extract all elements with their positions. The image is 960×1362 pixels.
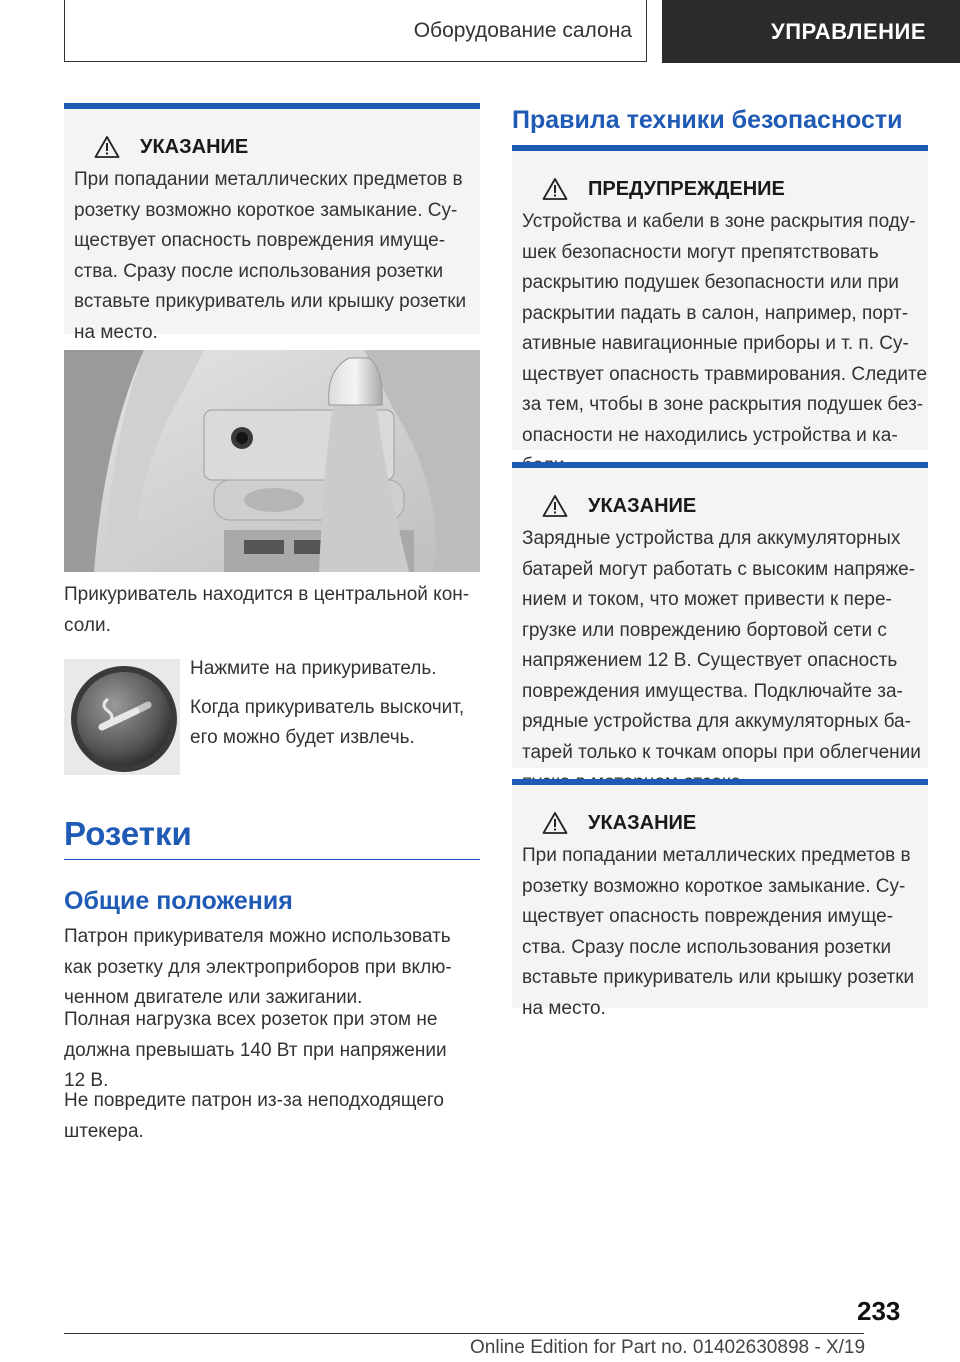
notice-title: УКАЗАНИЕ — [74, 131, 480, 163]
center-console-photo — [64, 350, 480, 572]
notice-box-metal — [512, 779, 928, 1019]
notice-title: УКАЗАНИЕ — [522, 807, 928, 839]
warning-title: ПРЕДУПРЕЖДЕНИЕ — [522, 173, 928, 205]
warning-triangle-icon — [542, 177, 568, 201]
header-section-title: Оборудование салона — [64, 0, 647, 62]
header-chapter-tab: УПРАВЛЕНИЕ — [662, 0, 960, 63]
cigarette-lighter-image — [64, 659, 180, 775]
page-number: 233 — [857, 1296, 901, 1326]
warning-triangle-icon — [94, 135, 120, 159]
section-title-sockets: Розетки — [64, 815, 192, 852]
notice-box-left — [64, 103, 480, 343]
notice-text: При попадании металлических предметов в розетку возможно короткое замыкание. Су- ществует опасность повреждения имуще- ства. Сразу после использования розетки вставьте прикуриватель или крышку розетки на место. — [74, 169, 467, 343]
lighter-steps: Нажмите на прикуриватель. Когда прикуриватель выскочит, его можно будет извлечь. — [190, 658, 465, 748]
warning-triangle-icon — [542, 494, 568, 518]
warning-text: Устройства и кабели в зоне раскрытия поду- шек безопасности могут препятствовать раскрытию подушек безопасности или при раскрытии падать в салон, например, порт- ативные навигационные приборы и т. п. Су- ществует опасность травмирования. Следите за тем, чтобы в зоне раскрытия подушек без- опасности не находились устройства и ка- — [522, 211, 928, 446]
footer-edition: Online Edition for Part no. 01402630898 - X/19 — [470, 1337, 866, 1358]
notice-title: УКАЗАНИЕ — [522, 490, 928, 522]
general-paragraph-1: Патрон прикуривателя можно использовать как розетку для электроприборов при вклю- ченном двигателе или зажигании. — [64, 926, 452, 1008]
footer-rule — [64, 1333, 864, 1334]
cigarette-lighter-icon — [64, 659, 180, 775]
notice-box-charging — [512, 462, 928, 768]
notice-text: Зарядные устройства для аккумуляторных батарей могут работать с высоким напряже- нием и током, что может привести к пере- грузке или повреждению бортовой сети с напряжением 12 В. Существует опасность повреждения имущества. Подключайте за- рядные устройства для аккумуляторных ба- тарей только к точкам опоры при облегчении — [522, 528, 921, 763]
notice-text: При попадании металлических предметов в розетку возможно короткое замыкание. Су- ществует опасность повреждения имуще- ства. Сразу после использования розетки вставьте прикуриватель или крышку розетки на место. — [522, 845, 915, 1019]
section-rule — [64, 859, 480, 860]
warning-triangle-icon — [542, 811, 568, 835]
photo-caption: Прикуриватель находится в центральной кон- соли. — [64, 584, 470, 636]
warning-box — [512, 145, 928, 450]
subsection-title-general: Общие положения — [64, 887, 293, 915]
section-title-safety: Правила техники безопасности — [512, 106, 903, 134]
general-paragraph-3: Не повредите патрон из-за неподходящего штекера. — [64, 1090, 444, 1142]
general-paragraph-2: Полная нагрузка всех розеток при этом не должна превышать 140 Вт при напряжении 12 В. — [64, 1009, 447, 1091]
